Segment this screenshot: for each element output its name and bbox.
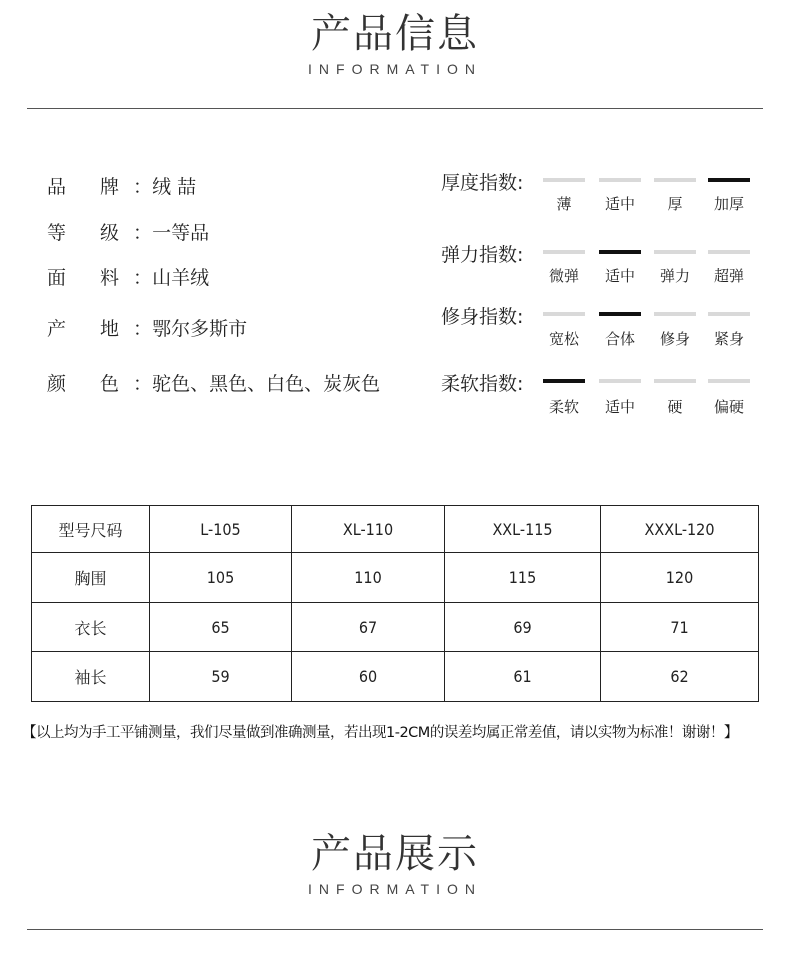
index-option-softness-0: 柔软 (548, 398, 579, 416)
table-cell: 120 (601, 553, 759, 603)
table-cell: 115 (445, 553, 601, 603)
index-option-elasticity-1: 适中 (604, 267, 635, 285)
product-brand: 品 牌：绒 喆 (47, 176, 197, 198)
product-color-label: 颜 色 (47, 373, 134, 395)
index-label-thickness: 厚度指数: (441, 172, 524, 194)
index-bar-softness-2 (654, 379, 696, 383)
measurement-note: 【以上均为手工平铺测量，我们尽量做到准确测量，若出现1-2CM的误差均属正常差值，请以实物为标准！谢谢！】 (22, 725, 738, 741)
index-bar-thickness-3 (708, 178, 750, 182)
index-bar-fit-1 (599, 312, 641, 316)
table-header-row (32, 506, 759, 553)
index-bar-thickness-2 (654, 178, 696, 182)
index-bar-elasticity-3 (708, 250, 750, 254)
section-title-info: 产品信息 (311, 11, 479, 57)
index-option-elasticity-3: 超弹 (713, 267, 744, 285)
product-color: 颜 色：驼色、黑色、白色、炭灰色 (47, 373, 381, 395)
product-fabric-label: 面 料 (47, 267, 134, 289)
divider (27, 108, 763, 109)
table-cell: 衣长 (32, 603, 150, 652)
section-title-display: 产品展示 (311, 831, 479, 877)
index-option-softness-1: 适中 (604, 398, 635, 416)
table-cell: 69 (445, 603, 601, 652)
table-cell: 胸围 (32, 553, 150, 603)
index-bar-fit-0 (543, 312, 585, 316)
table-cell: 61 (445, 652, 601, 702)
table-row (32, 652, 759, 702)
table-header-cell: L-105 (150, 506, 292, 553)
index-option-fit-3: 紧身 (713, 330, 744, 348)
table-cell: 62 (601, 652, 759, 702)
index-bar-fit-3 (708, 312, 750, 316)
product-color-value: 驼色、黑色、白色、炭灰色 (152, 373, 381, 395)
product-brand-value: 绒 喆 (152, 176, 197, 198)
index-label-fit: 修身指数: (441, 306, 524, 328)
table-cell: 67 (292, 603, 445, 652)
table-cell: 71 (601, 603, 759, 652)
index-option-elasticity-0: 微弹 (548, 267, 579, 285)
product-grade-label: 等 级 (47, 222, 134, 244)
index-bar-thickness-1 (599, 178, 641, 182)
index-bar-softness-0 (543, 379, 585, 383)
table-cell: 110 (292, 553, 445, 603)
index-option-fit-2: 修身 (659, 330, 690, 348)
index-option-softness-3: 偏硬 (713, 398, 744, 416)
table-header-cell: XL-110 (292, 506, 445, 553)
product-fabric-value: 山羊绒 (152, 267, 210, 289)
product-grade-value: 一等品 (152, 222, 210, 244)
index-bar-elasticity-1 (599, 250, 641, 254)
index-option-thickness-0: 薄 (556, 195, 572, 213)
index-bar-fit-2 (654, 312, 696, 316)
index-option-fit-0: 宽松 (548, 330, 579, 348)
product-brand-label: 品 牌 (47, 176, 134, 198)
index-option-softness-2: 硬 (667, 398, 683, 416)
table-row (32, 553, 759, 603)
product-origin-value: 鄂尔多斯市 (152, 318, 248, 340)
table-cell: 105 (150, 553, 292, 603)
index-label-elasticity: 弹力指数: (441, 244, 524, 266)
section-subtitle-display: INFORMATION (308, 881, 482, 897)
size-table (31, 505, 759, 702)
index-label-softness: 柔软指数: (441, 373, 524, 395)
table-header-cell: XXL-115 (445, 506, 601, 553)
index-bar-softness-1 (599, 379, 641, 383)
index-bar-softness-3 (708, 379, 750, 383)
table-cell: 60 (292, 652, 445, 702)
index-bar-elasticity-2 (654, 250, 696, 254)
table-header-cell: XXXL-120 (601, 506, 759, 553)
product-origin-label: 产 地 (47, 318, 134, 340)
section-subtitle-info: INFORMATION (308, 61, 482, 77)
table-cell: 袖长 (32, 652, 150, 702)
product-origin: 产 地：鄂尔多斯市 (47, 318, 248, 340)
table-cell: 59 (150, 652, 292, 702)
product-fabric: 面 料：山羊绒 (47, 267, 210, 289)
table-row (32, 603, 759, 652)
index-option-fit-1: 合体 (604, 330, 635, 348)
index-bar-elasticity-0 (543, 250, 585, 254)
product-grade: 等 级：一等品 (47, 222, 210, 244)
index-bar-thickness-0 (543, 178, 585, 182)
table-header-cell: 型号尺码 (32, 506, 150, 553)
index-option-thickness-3: 加厚 (713, 195, 744, 213)
index-option-thickness-2: 厚 (667, 195, 683, 213)
index-option-elasticity-2: 弹力 (659, 267, 690, 285)
divider (27, 929, 763, 930)
index-option-thickness-1: 适中 (604, 195, 635, 213)
table-cell: 65 (150, 603, 292, 652)
